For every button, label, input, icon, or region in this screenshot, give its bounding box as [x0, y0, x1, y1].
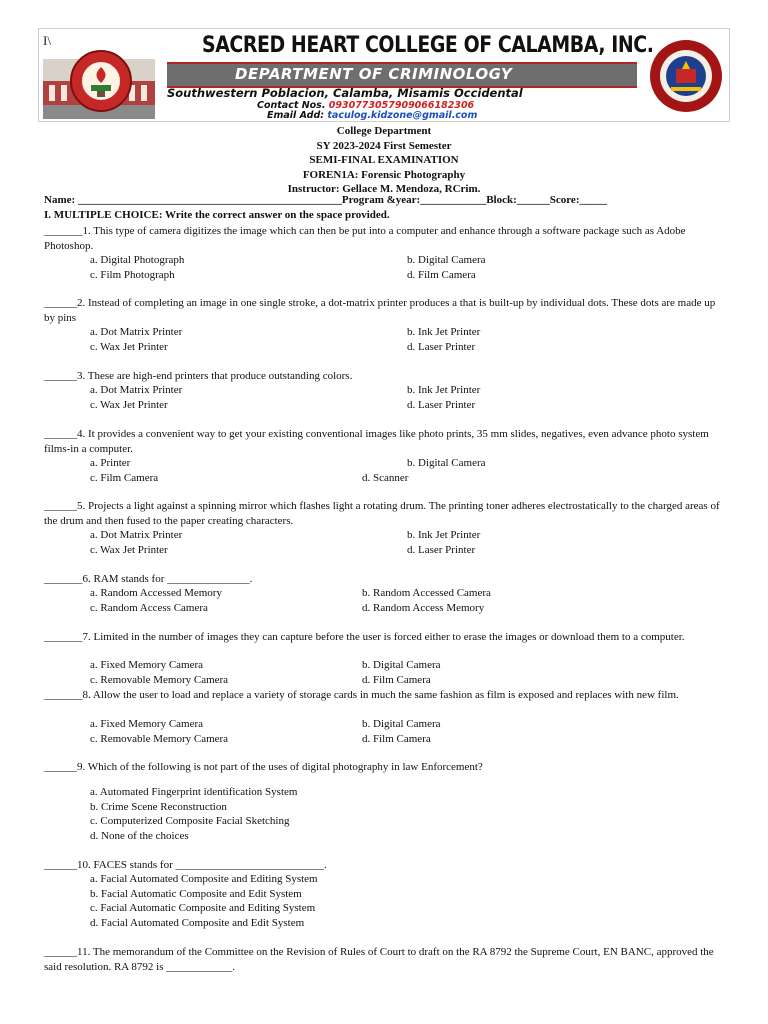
option-a: a. Dot Matrix Printer — [90, 529, 183, 541]
option-c: c. Random Access Camera — [90, 601, 208, 614]
course-line: FOREN1A: Forensic Photography — [302, 168, 466, 181]
question-10: ______10. FACES stands for ___________________________. — [44, 859, 327, 871]
option-a: a. Printer — [90, 457, 131, 469]
option-b: b. Ink Jet Printer — [407, 326, 481, 338]
exam-title-block — [0, 124, 768, 197]
question-9: ______9. Which of the following is not part of the uses of digital photography in law Enforcement? — [44, 761, 483, 773]
college-department-line: College Department — [336, 125, 432, 137]
option-d: d. Random Access Memory — [362, 601, 485, 614]
option-b: b. Facial Automatic Composite and Edit System — [90, 887, 302, 900]
student-info-fields[interactable]: Name: ________________________________________________Program &year:____________Block:______Score:_____ — [44, 194, 607, 206]
college-name: SACRED HEART COLLEGE OF CALAMBA, INC. — [202, 33, 654, 58]
option-d: d. Laser Printer — [407, 543, 476, 556]
option-a: a. Dot Matrix Printer — [90, 326, 183, 338]
option-a: a. Digital Photograph — [90, 254, 185, 266]
option-c: c. Film Camera — [90, 471, 159, 484]
option-a: a. Fixed Memory Camera — [90, 718, 204, 730]
instructor-line: Instructor: Gellace M. Mendoza, RCrim. — [287, 183, 481, 195]
question-5: ______5. Projects a light against a spinning mirror which flashes light a rotating drum. The printing toner adheres electrostatically to the charged areas of the drum and then fused to the paper creating characters. — [44, 500, 720, 527]
option-b: b. Digital Camera — [407, 254, 486, 266]
department-banner — [167, 62, 637, 88]
option-c: c. Wax Jet Printer — [90, 340, 168, 353]
option-b: b. Digital Camera — [362, 659, 441, 671]
college-address: Southwestern Poblacion, Calamba, Misamis Occidental — [167, 86, 523, 100]
option-c: c. Wax Jet Printer — [90, 543, 168, 556]
option-d: d. Laser Printer — [407, 340, 476, 353]
option-d: d. Film Camera — [362, 732, 431, 745]
option-a: a. Automated Fingerprint identification System — [90, 786, 298, 798]
question-4: ______4. It provides a convenient way to get your existing conventional images like photo prints, 35 mm slides, negatives, even advance photo system films-in a computer. — [44, 428, 709, 455]
option-c: c. Computerized Composite Facial Sketching — [90, 815, 290, 827]
option-c: c. Facial Automatic Composite and Editing System — [90, 902, 316, 914]
question-2: ______2. Instead of completing an image in one single stroke, a dot-matrix printer produces a that is built-up by individual dots. These dots are made up by pins — [44, 297, 716, 324]
option-d: d. Film Camera — [407, 268, 476, 281]
option-b: b. Digital Camera — [407, 457, 486, 469]
option-c: c. Film Photograph — [90, 268, 175, 281]
option-b: b. Crime Scene Reconstruction — [90, 800, 227, 813]
option-c: c. Removable Memory Camera — [90, 673, 229, 686]
email-label: Email Add: — [267, 110, 328, 121]
school-year-line: SY 2023-2024 First Semester — [316, 139, 452, 152]
question-7: _______7. Limited in the number of images they can capture before the user is forced either to erase the images or download them to a computer. — [44, 631, 685, 643]
option-c: c. Removable Memory Camera — [90, 732, 229, 745]
contact-numbers: 0930773057909066182306 — [328, 100, 475, 111]
option-b: b. Digital Camera — [362, 718, 441, 730]
option-d: d. Scanner — [362, 471, 409, 484]
option-b: b. Random Accessed Camera — [362, 587, 491, 599]
department-name: DEPARTMENT OF CRIMINOLOGY — [235, 65, 513, 83]
option-d: d. None of the choices — [90, 829, 189, 842]
section-heading: I. MULTIPLE CHOICE: Write the correct answer on the space provided. — [44, 209, 390, 221]
letterhead — [38, 28, 730, 122]
criminology-seal-logo — [649, 39, 723, 113]
option-d: d. Laser Printer — [407, 398, 476, 411]
question-11: ______11. The memorandum of the Committee on the Revision of Rules of Court to draft on the RA 8792 the Supreme Court, EN BANC, approved the said resolution. RA 8792 is ____________. — [44, 946, 714, 973]
option-b: b. Ink Jet Printer — [407, 384, 481, 396]
option-b: b. Ink Jet Printer — [407, 529, 481, 541]
contact-label: Contact Nos. — [257, 100, 329, 111]
college-building-seal-logo — [43, 41, 155, 119]
option-a: a. Dot Matrix Printer — [90, 384, 183, 396]
email-line — [267, 110, 477, 121]
options-10 — [90, 872, 318, 930]
corner-mark: I\ — [43, 33, 51, 48]
question-1: _______1. This type of camera digitizes the image which can then be put into a computer and enhance through a software package such as Adobe Photoshop. — [44, 225, 686, 252]
option-d: d. Film Camera — [362, 673, 431, 686]
email-address: taculog.kidzone@gmail.com — [327, 110, 478, 121]
option-a: a. Fixed Memory Camera — [90, 659, 204, 671]
option-c: c. Wax Jet Printer — [90, 398, 168, 411]
option-d: d. Facial Automated Composite and Edit System — [90, 916, 305, 929]
option-a: a. Random Accessed Memory — [90, 587, 222, 599]
exam-type-line: SEMI-FINAL EXAMINATION — [309, 154, 459, 166]
options-9 — [90, 785, 297, 843]
question-8: _______8. Allow the user to load and replace a variety of storage cards in much the same fashion as film is exposed and replaces with new film. — [44, 689, 679, 701]
option-a: a. Facial Automated Composite and Editing System — [90, 873, 318, 885]
question-3: ______3. These are high-end printers that produce outstanding colors. — [44, 370, 353, 382]
question-6: _______6. RAM stands for _______________. — [44, 573, 253, 585]
